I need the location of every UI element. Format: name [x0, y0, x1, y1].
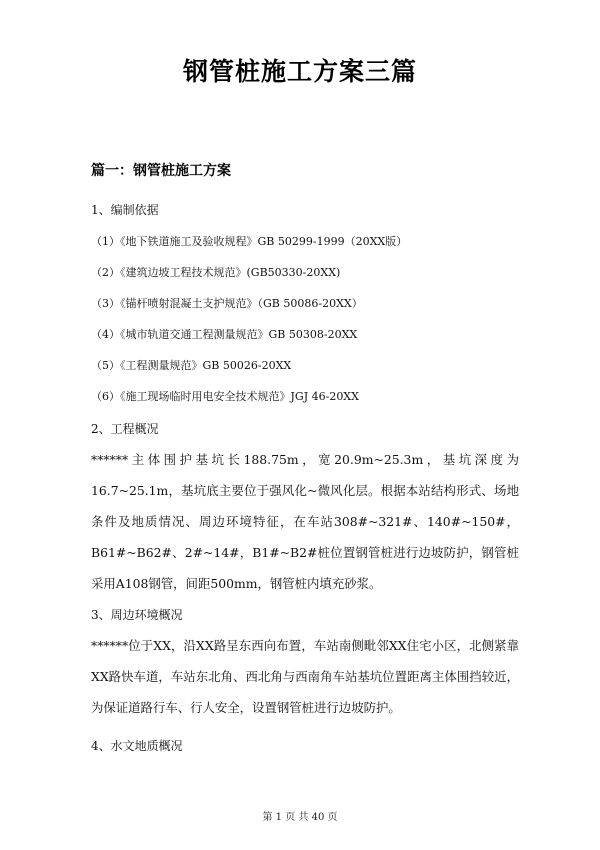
reference-item: （6）《施工现场临时用电安全技术规范》JGJ 46-20XX	[91, 390, 359, 403]
page-footer: 第 1 页 共 40 页	[262, 812, 338, 823]
project-overview-paragraph: ******主体围护基坑长188.75m，宽20.9m~25.3m，基坑深度为16.7~25.1m，基坑底主要位于强风化~微风化层。根据本站结构形式、场地条件及地质情况、周边环境特征，在车站308#~321#、140#~150#，B61#~B62#、2#~14#，B1#~B2#桩位置钢管桩进行边坡防护，钢管桩采用A108钢管，间距500mm，钢管桩内填充砂浆。	[91, 452, 519, 591]
heading-project-overview: 2、工程概况	[91, 422, 159, 436]
heading-compilation-basis: 1、编制依据	[91, 203, 159, 217]
reference-item: （1）《地下铁道施工及验收规程》GB 50299-1999（20XX版）	[91, 235, 408, 248]
reference-item: （2）《建筑边坡工程技术规范》(GB50330-20XX)	[91, 266, 341, 279]
heading-surroundings: 3、周边环境概况	[91, 608, 183, 622]
reference-item: （4）《城市轨道交通工程测量规范》GB 50308-20XX	[91, 328, 358, 341]
document-title: 钢管桩施工方案三篇	[182, 57, 417, 86]
surroundings-paragraph: ******位于XX，沿XX路呈东西向布置，车站南侧毗邻XX住宅小区，北侧紧靠XX路快车道，车站东北角、西北角与西南角车站基坑位置距离主体围挡较近，为保证道路行车、行人安全，设置钢管桩进行边坡防护。	[91, 638, 519, 715]
reference-item: （3）《锚杆喷射混凝土支护规范》（GB 50086-20XX）	[91, 297, 363, 310]
section-heading: 篇一：钢管桩施工方案	[91, 163, 231, 179]
reference-item: （5）《工程测量规范》GB 50026-20XX	[91, 359, 292, 372]
heading-hydrogeology: 4、水文地质概况	[91, 739, 183, 753]
